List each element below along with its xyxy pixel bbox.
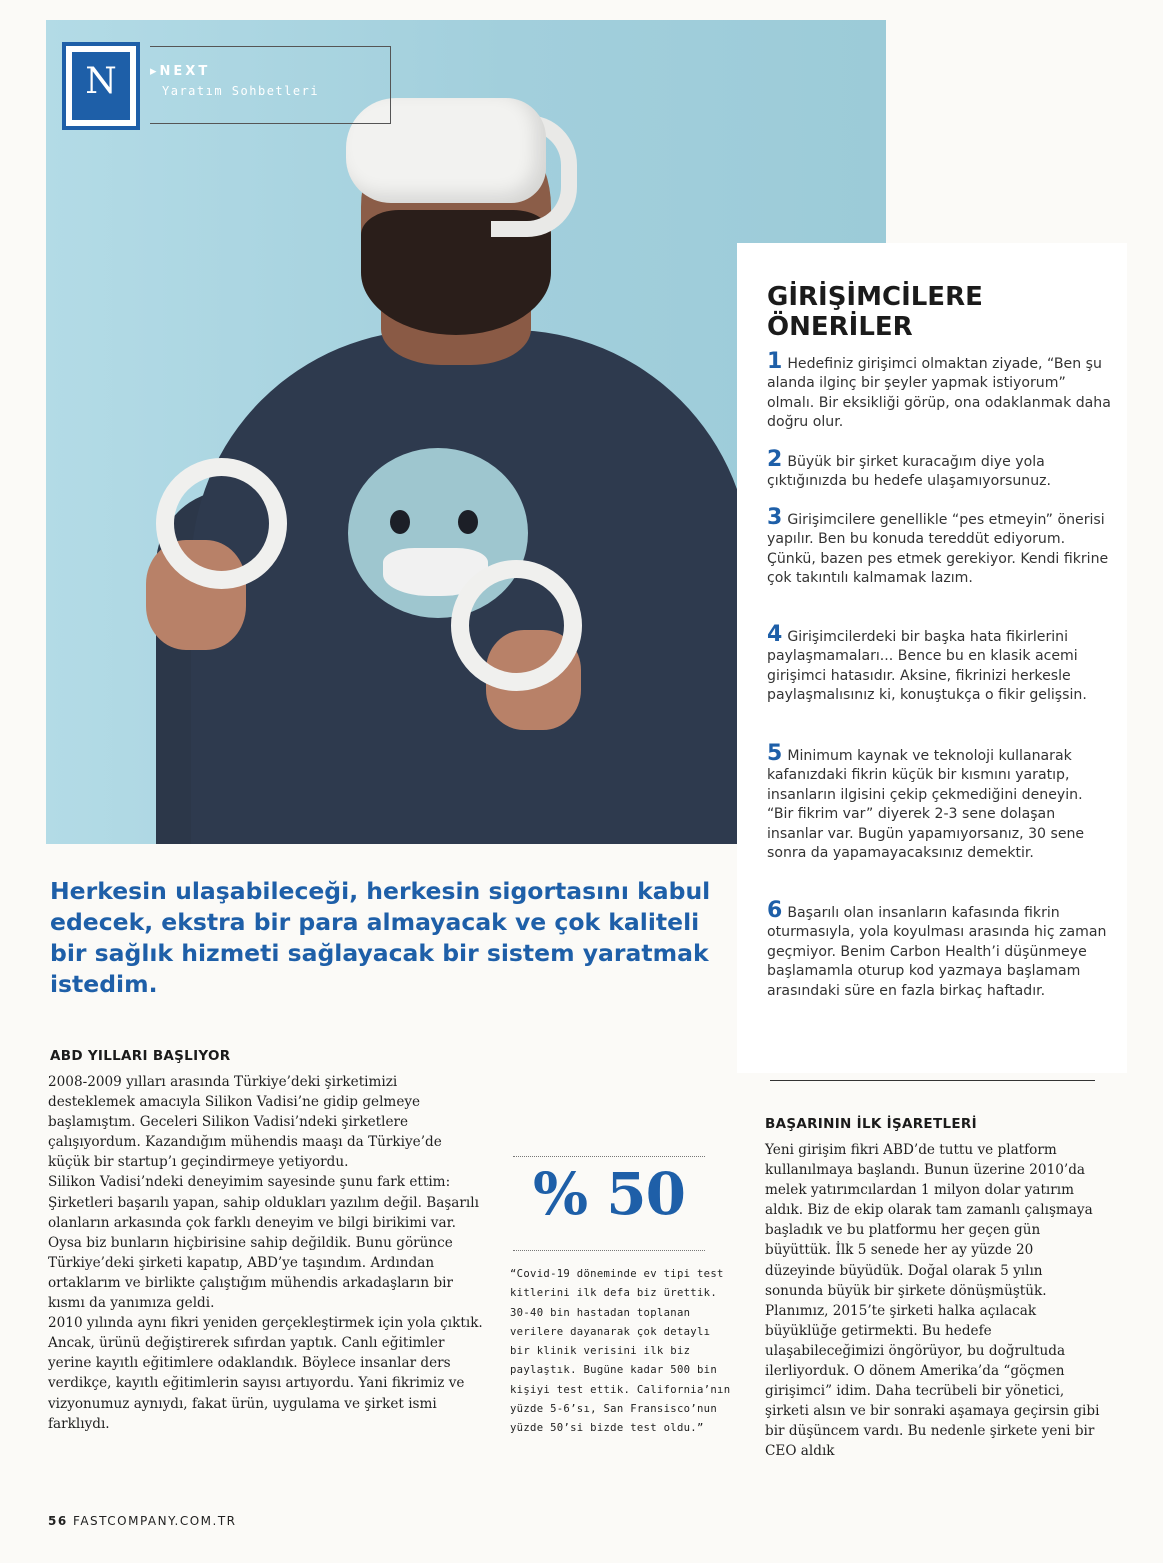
tip-item (767, 447, 1112, 492)
mascot-eye (390, 510, 410, 534)
vr-controller-left-icon (156, 458, 287, 589)
paragraph: Planımız, 2015’te şirketi halka açılacak büyüklüğe getirmekti. Bu hedefe ulaşabileceğimizi öngörüyor, bu doğrultuda ilerliyorduk. O dönem Amerika’da “göçmen girişimci” idim. Daha tecrübeli bir yönetici, şirketi alsın ve bir sonraki aşamaya geçirsin gibi bir düşüncem vardı. Bu nedenle şirkete yeni bir CEO aldık (765, 1302, 1100, 1460)
footer-site: FASTCOMPANY.COM.TR (73, 1514, 237, 1528)
body-column-right (765, 1140, 1101, 1462)
pull-quote: Herkesin ulaşabileceği, herkesin sigortasını kabul edecek, ekstra bir para almayacak ve çok kaliteli bir sağlık hizmeti sağlayacak bir sistem yaratmak istedim. (50, 877, 711, 998)
stat-quote: “Covid-19 döneminde ev tipi test kitlerini ilk defa biz ürettik. 30-40 bin hastadan toplanan verilere dayanarak çok detaylı bir klinik verisini ilk biz paylaştık. Bugüne kadar 500 bin kişiyi test ettik. California’nın yüzde 5-6’sı, San Fransisco’nun yüzde 50’si bizde test oldu.” (510, 1268, 731, 1435)
tip-item (767, 898, 1112, 1001)
tip-item (767, 349, 1112, 433)
tip-number: 3 (767, 505, 783, 530)
section-subtitle: Yaratım Sohbetleri (162, 84, 320, 98)
tip-item (767, 622, 1112, 706)
section-badge (62, 42, 140, 130)
tip-text: Büyük bir şirket kuracağım diye yola çıktığınızda bu hedefe ulaşamıyorsunuz. (767, 454, 1052, 490)
paragraph: 2010 yılında aynı fikri yeniden gerçekleştirmek için yola çıktık. Ancak, ürünü değiştirerek sıfırdan yaptık. Canlı eğitimler yerine kayıtlı eğitimlere odaklandık. Böylece insanlar ders verdikçe, kayıtlı eğitimlerin sayısı artıyordu. Yani fikrimiz ve vizyonumuz aynıydı, fakat ürün, uygulama ve şirket ismi farklıydı. (48, 1315, 483, 1432)
page-footer (48, 1514, 237, 1528)
tip-text: Hedefiniz girişimci olmaktan ziyade, “Ben şu alanda ilginç bir şeyler yapmak istiyorum” olmalı. Bir eksikliği görüp, ona odaklanmak daha doğru olur. (767, 356, 1111, 431)
tip-number: 6 (767, 898, 783, 923)
stat-rule-bottom (513, 1250, 705, 1251)
tip-text: Minimum kaynak ve teknoloji kullanarak kafanızdaki fikrin küçük bir kısmını yaratıp, insanların ilgisini çekip çekmediğini deneyin. “Bir fikrim var” diyerek 2-3 sene dolaşan insanlar var. Bugün yapamıyorsanız, 30 sene sonra da yapamayacaksınız demektir. (767, 748, 1085, 862)
tip-number: 1 (767, 349, 783, 374)
section-heading-right: BAŞARININ İLK İŞARETLERİ (765, 1116, 977, 1132)
paragraph: Silikon Vadisi’ndeki deneyimim sayesinde şunu fark ettim: Şirketleri başarılı yapan, sahip oldukları yazılım değil. Başarılı olanların arkasında çok farklı deneyim ve bilgi birikimi var. Oysa biz bunların hiçbirisine sahip değildik. Bunu görünce Türkiye’deki şirketi kapatıp, ABD’ye taşındım. Ardından ortaklarım ve birlikte çalıştığım mühendis arkadaşların bir kısmı da yanımıza geldi. (48, 1174, 479, 1312)
paragraph: 2008-2009 yılları arasında Türkiye’deki şirketimizi desteklemek amacıyla Silikon Vadisi’ne gidip gelmeye başlamıştım. Geceleri Silikon Vadisi’ndeki şirketlere çalışıyordum. Kazandığım mühendis maaşı da Türkiye’de küçük bir startup’ı geçindirmeye yetiyordu. (48, 1074, 442, 1171)
tip-number: 4 (767, 622, 783, 647)
tips-title: GİRİŞİMCİLERE ÖNERİLER (767, 282, 983, 342)
stat-value: % 50 (532, 1160, 686, 1228)
vr-controller-right-icon (451, 560, 582, 691)
section-label: ▸NEXT (150, 64, 211, 79)
tip-item (767, 741, 1112, 863)
tip-number: 5 (767, 741, 783, 766)
tip-text: Başarılı olan insanların kafasında fikrin oturmasıyla, yola koyulması arasında hiç zaman geçmiyor. Benim Carbon Health’i düşünmeye başlamamla oturup kod yazmaya başlamam arasındaki süre en fazla birkaç haftadır. (767, 905, 1107, 999)
section-heading-left: ABD YILLARI BAŞLIYOR (50, 1048, 231, 1064)
mascot-eye (458, 510, 478, 534)
tip-text: Girişimcilere genellikle “pes etmeyin” önerisi yapılır. Ben bu konuda tereddüt ediyorum. Çünkü, bazen pes etmek gerekiyor. Kendi fikrine çok takıntılı kalmamak lazım. (767, 512, 1109, 587)
stat-rule-top (513, 1156, 705, 1157)
section-name: NEXT (159, 64, 211, 79)
tip-number: 2 (767, 447, 783, 472)
tip-text: Girişimcilerdeki bir başka hata fikirlerini paylaşmamaları... Bence bu en klasik acemi girişimci hatasıdır. Aksine, fikrinizi herkesle paylaşmalısınız ki, konuştukça o fikir gelişsin. (767, 629, 1087, 704)
section-badge-letter: N (72, 52, 130, 120)
paragraph: Yeni girişim fikri ABD’de tuttu ve platform kullanılmaya başlandı. Bunun üzerine 2010’da melek yatırımcılardan 1 milyon dolar yatırım aldık. Biz de ekip olarak tam zamanlı çalışmaya başladık ve bu platformu her geçen gün büyüttük. İlk 5 senede her ay yüzde 20 düzeyinde büyüdük. Doğal olarak 5 yılın sonunda büyük bir şirkete dönüşmüştük. (765, 1142, 1093, 1299)
tip-item (767, 505, 1112, 589)
divider (770, 1080, 1095, 1081)
body-column-left (48, 1072, 484, 1434)
page-number: 56 (48, 1514, 68, 1528)
